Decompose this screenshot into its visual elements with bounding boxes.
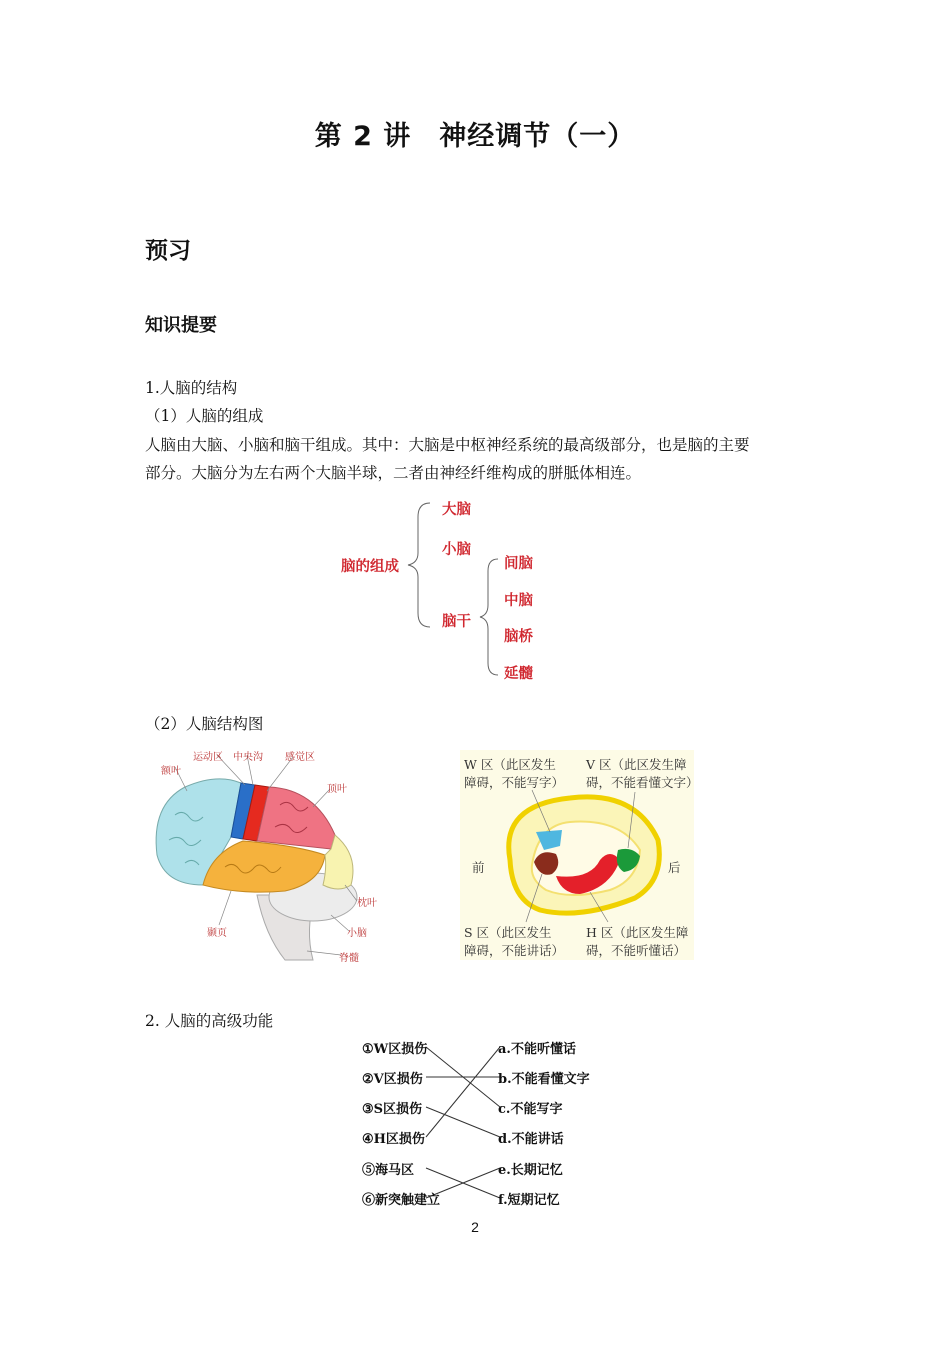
section-heading: 预习 (145, 238, 191, 264)
label-central-sulcus: 中央沟 (233, 752, 263, 763)
h-area-line-2: 碍，不能听懂话） (586, 943, 687, 958)
match-left-1: ①W区损伤 (362, 1042, 428, 1057)
w-area-line-2: 障碍，不能写字） (464, 775, 565, 790)
tree-pons: 脑桥 (504, 629, 533, 645)
match-left-3: ③S区损伤 (362, 1102, 423, 1117)
tree-cerebellum: 小脑 (442, 542, 471, 558)
tree-root: 脑的组成 (341, 559, 399, 575)
v-area-line-1: V 区（此区发生障 (586, 757, 687, 772)
tree-midbrain: 中脑 (504, 593, 533, 609)
label-parietal-lobe: 顶叶 (327, 784, 347, 795)
label-motor-area: 运动区 (193, 752, 223, 763)
match-right-f: f.短期记忆 (498, 1193, 560, 1208)
w-area-line-1: W 区（此区发生 (464, 757, 556, 772)
paragraph-line-2: 部分。大脑分为左右两个大脑半球，二者由神经纤维构成的胼胝体相连。 (145, 464, 642, 482)
match-right-c: c.不能写字 (498, 1102, 563, 1117)
label-temporal-lobe: 颞页 (207, 928, 227, 939)
tree-brainstem: 脑干 (442, 614, 471, 630)
label-cerebellum: 小脑 (347, 928, 367, 939)
paragraph-line-1: 人脑由大脑、小脑和脑干组成。其中：大脑是中枢神经系统的最高级部分，也是脑的主要 (145, 436, 750, 454)
s-area-line-1: S 区（此区发生 (464, 925, 552, 940)
match-right-d: d.不能讲话 (498, 1132, 564, 1147)
page-title: 第 2 讲 神经调节（一） (314, 121, 636, 152)
v-area-line-2: 碍，不能看懂文字） (586, 775, 699, 790)
tree-cerebrum: 大脑 (442, 502, 471, 518)
language-areas-figure (460, 750, 699, 960)
page-number: 2 (471, 1219, 479, 1235)
match-left-5: ⑤海马区 (362, 1163, 415, 1178)
item-1-heading: 1.人脑的结构 (145, 379, 238, 397)
brain-lobes-figure (145, 745, 385, 965)
item-1-2-heading: （2）人脑结构图 (145, 715, 264, 733)
label-occipital-lobe: 枕叶 (357, 898, 377, 909)
label-back: 后 (668, 860, 681, 875)
h-area-line-1: H 区（此区发生障 (586, 925, 689, 940)
label-spinal-cord: 脊髓 (339, 953, 359, 964)
tree-braces (400, 495, 510, 685)
match-right-b: b.不能看懂文字 (498, 1072, 590, 1087)
label-front: 前 (472, 860, 485, 875)
label-frontal-lobe: 额叶 (161, 766, 181, 777)
item-2-heading: 2. 人脑的高级功能 (145, 1012, 274, 1030)
match-left-4: ④H区损伤 (362, 1132, 425, 1147)
item-1-1-heading: （1）人脑的组成 (145, 407, 264, 425)
match-right-a: a.不能听懂话 (498, 1042, 576, 1057)
match-left-6: ⑥新突触建立 (362, 1193, 441, 1208)
match-left-2: ②V区损伤 (362, 1072, 423, 1087)
match-right-e: e.长期记忆 (498, 1163, 563, 1178)
tree-medulla: 延髓 (504, 666, 533, 682)
s-area-line-2: 障碍，不能讲话） (464, 943, 565, 958)
label-sensory-area: 感觉区 (285, 752, 315, 763)
matching-lines (420, 1040, 510, 1210)
tree-diencephalon: 间脑 (504, 556, 533, 572)
subsection-heading: 知识提要 (145, 315, 217, 336)
